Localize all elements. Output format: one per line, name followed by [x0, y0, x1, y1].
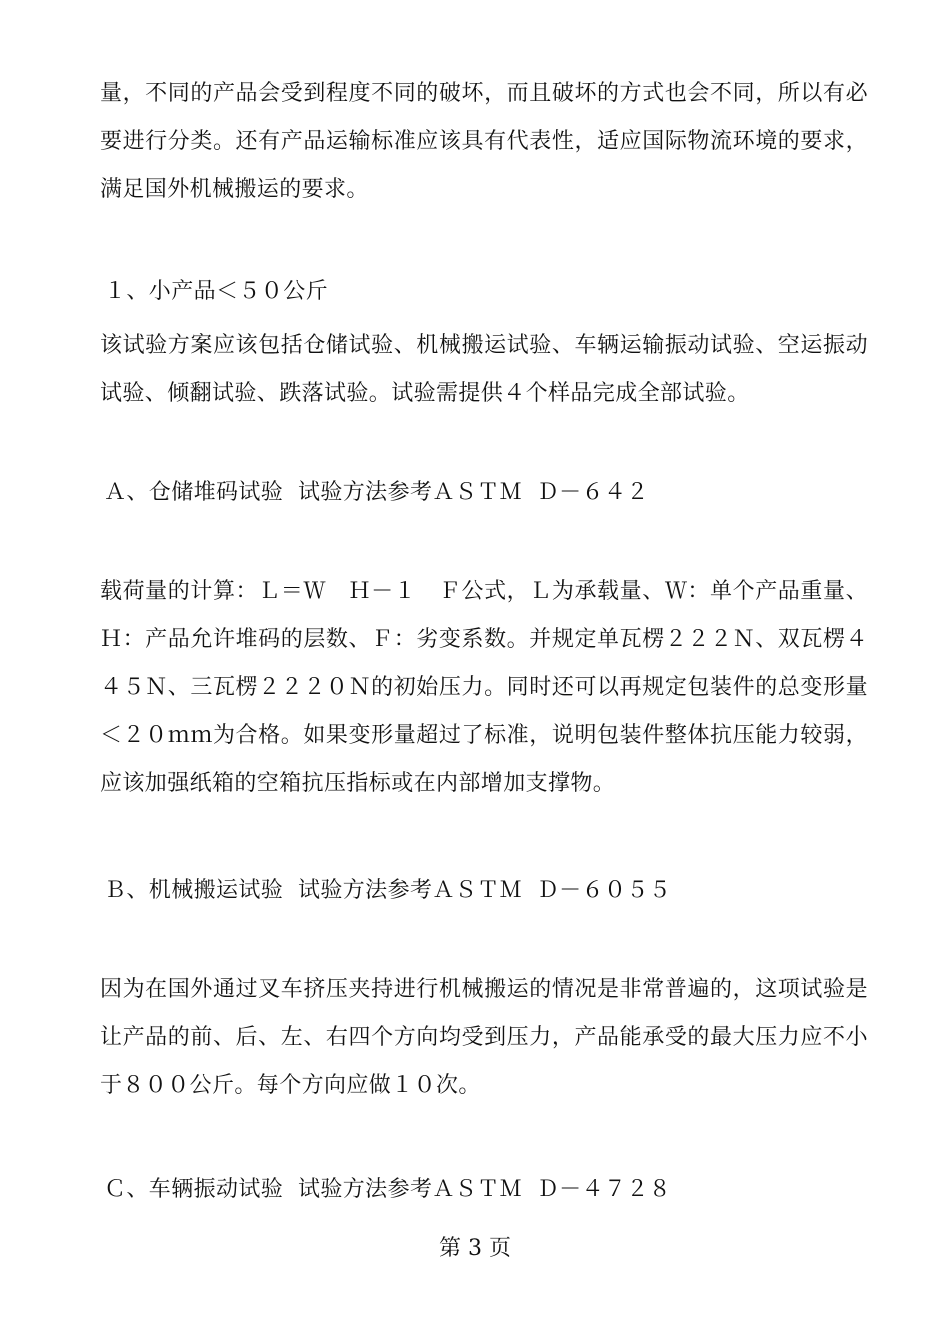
section-c-heading: Ｃ、车辆振动试验 试验方法参考ＡＳＴＭ Ｄ－４７２８: [104, 1177, 672, 1202]
section-a-paragraph: 载荷量的计算：Ｌ＝Ｗ Ｈ－１ Ｆ公式，Ｌ为承载量、Ｗ：单个产品重量、Ｈ：产品允许堆码的层数、Ｆ：劣变系数。并规定单瓦楞２２２Ｎ、双瓦楞４４５Ｎ、三瓦楞２２２０Ｎ的初始压力。同时还可以再规定包装件的总变形量＜２０ｍｍ为合格。如果变形量超过了标准，说明包装件整体抗压能力较弱，应该加强纸箱的空箱抗压指标或在内部增加支撑物。: [100, 579, 868, 796]
section-1-heading: １、小产品＜５０公斤: [104, 279, 329, 304]
section-1-paragraph: 该试验方案应该包括仓储试验、机械搬运试验、车辆运输振动试验、空运振动试验、倾翻试验、跌落试验。试验需提供４个样品完成全部试验。: [100, 333, 868, 406]
intro-paragraph: 量，不同的产品会受到程度不同的破坏，而且破坏的方式也会不同，所以有必要进行分类。还有产品运输标准应该具有代表性，适应国际物流环境的要求，满足国外机械搬运的要求。: [100, 81, 868, 202]
section-b-heading: Ｂ、机械搬运试验 试验方法参考ＡＳＴＭ Ｄ－６０５５: [104, 878, 672, 903]
section-b-paragraph: 因为在国外通过叉车挤压夹持进行机械搬运的情况是非常普遍的，这项试验是让产品的前、后、左、右四个方向均受到压力，产品能承受的最大压力应不小于８００公斤。每个方向应做１０次。: [100, 977, 868, 1098]
page-number-footer: 第 3 页: [439, 1236, 511, 1261]
section-a-heading: Ａ、仓储堆码试验 试验方法参考ＡＳＴＭ Ｄ－６４２: [104, 480, 649, 505]
